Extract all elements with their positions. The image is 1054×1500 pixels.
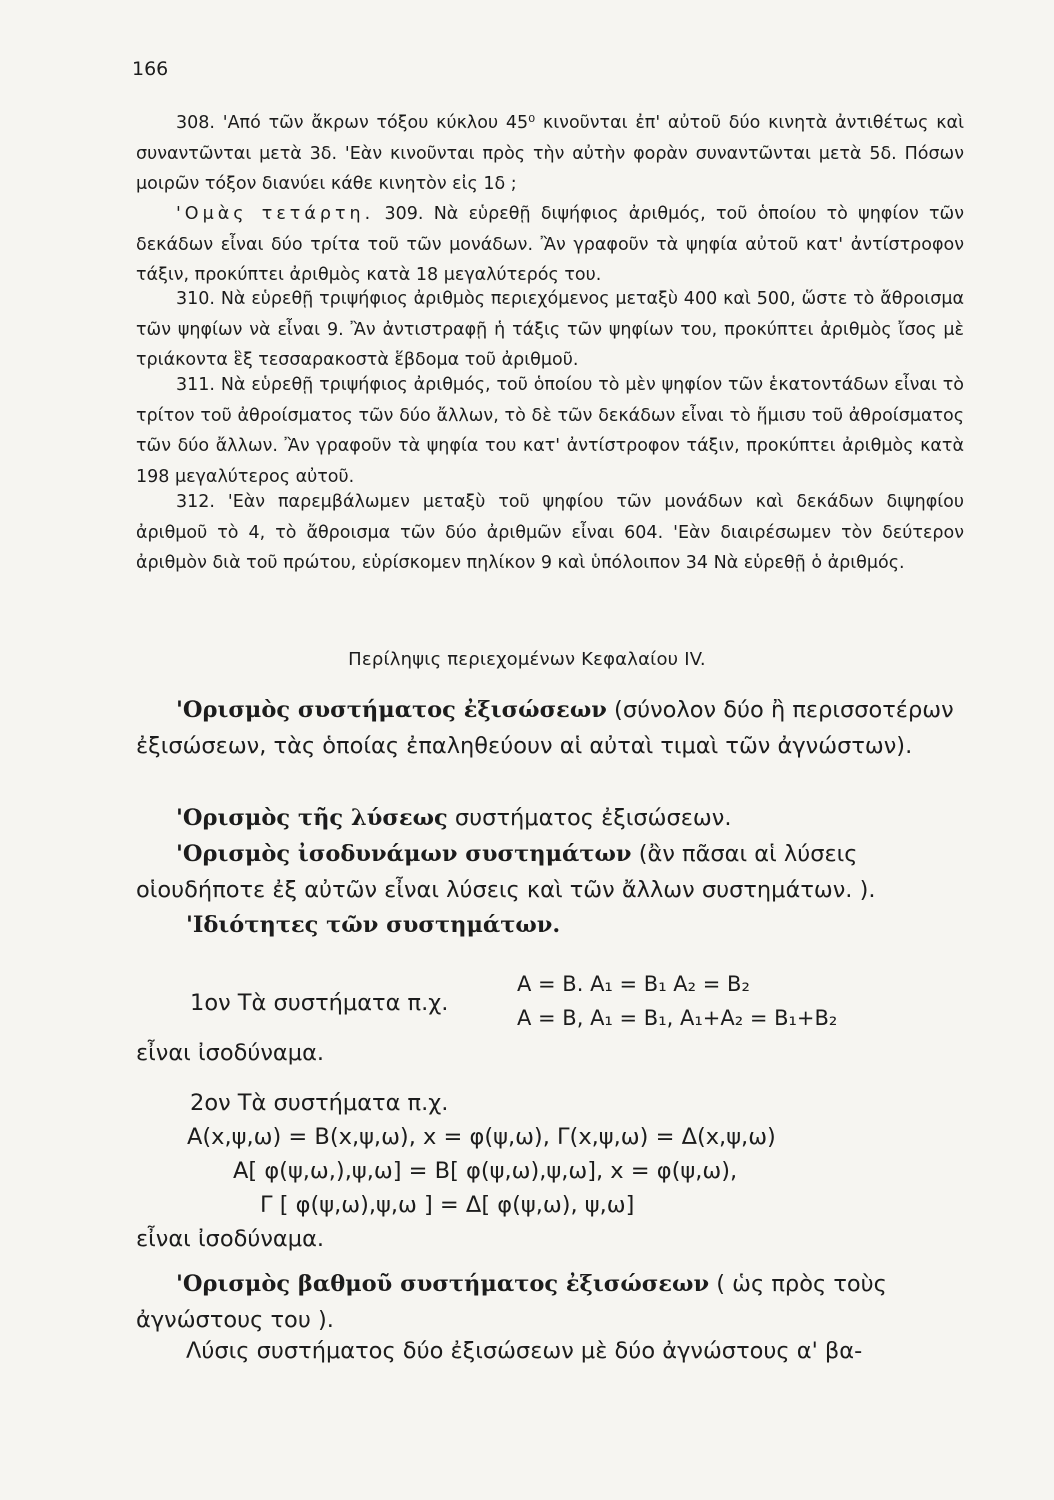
- problem-311: 311. Νὰ εὑρεθῇ τριψήφιος ἀριθμός, τοῦ ὁποίου τὸ μὲν ψηφίον τῶν ἑκατοντάδων εἶναι τὸ τρίτον τοῦ ἀθροίσματος τῶν δύο ἄλλων, τὸ δὲ τῶν δεκάδων εἶναι τὸ ἥμισυ τοῦ ἀθροίσματος τῶν δύο ἄλλων. Ἂν γραφοῦν τὰ ψηφία του κατ' ἀντίστροφον τάξιν, προκύπτει ἀριθμὸς κατὰ 198 μεγαλύτερος αὐτοῦ.: [136, 375, 964, 487]
- problem-312: 312. 'Εὰν παρεμβάλωμεν μεταξὺ τοῦ ψηφίου τῶν μονάδων καὶ δεκάδων διψηφίου ἀριθμοῦ τὸ 4, τὸ ἄθροισμα τῶν δύο ἀριθμῶν εἶναι 604. 'Εὰν διαιρέσωμεν τὸν δεύτερον ἀριθμὸν διὰ τοῦ πρώτου, εὑρίσκομεν πηλίκον 9 καὶ ὑπόλοιπον 34 Νὰ εὑρεθῇ ὁ ἀριθμός.: [136, 492, 964, 573]
- summary-heading: Περίληψις περιεχομένων Κεφαλαίου IV.: [348, 649, 706, 670]
- example-2-conclusion: εἶναι ἰσοδύναμα.: [136, 1226, 325, 1252]
- definition-equivalent-title: 'Ορισμὸς ἰσοδυνάμων συστημάτων: [176, 841, 632, 867]
- problem-309-block: [136, 199, 964, 291]
- last-line: Λύσις συστήματος δύο ἐξισώσεων μὲ δύο ἀγνώστους α' βα-: [186, 1338, 863, 1364]
- definition-solution: [136, 800, 964, 836]
- definition-equivalent-text: (ἂν πᾶσαι αἱ λύσεις οἱουδήποτε ἐξ αὐτῶν εἶναι λύσεις καὶ τῶν ἄλλων συστημάτων. ).: [136, 841, 876, 903]
- group-label: 'Ομὰς τετάρτη.: [176, 204, 375, 224]
- properties-heading: 'Ιδιότητες τῶν συστημάτων.: [186, 912, 561, 938]
- example-1-label: 1ον Τὰ συστήματα π.χ.: [190, 990, 449, 1016]
- example-1-row-1: A = B. A₁ = B₁ A₂ = B₂: [517, 972, 750, 996]
- definition-degree-title: 'Ορισμὸς βαθμοῦ συστήματος ἐξισώσεων: [176, 1271, 710, 1297]
- problem-310: 310. Νὰ εὑρεθῇ τριψήφιος ἀριθμὸς περιεχόμενος μεταξὺ 400 καὶ 500, ὥστε τὸ ἄθροισμα τῶν ψηφίων νὰ εἶναι 9. Ἂν ἀντιστραφῇ ἡ τάξις τῶν ψηφίων του, προκύπτει ἀριθμὸς ἴσος μὲ τριάκοντα ἓξ τεσσαρακοστὰ ἕβδομα τοῦ ἀριθμοῦ.: [136, 289, 964, 370]
- example-2-line-2: A[ φ(ψ,ω,),ψ,ω] = B[ φ(ψ,ω),ψ,ω], x = φ(ψ,ω),: [233, 1158, 738, 1184]
- definition-degree-text: ( ὡς πρὸς τοὺς ἀγνώστους του ).: [136, 1271, 887, 1333]
- example-2-line-1: A(x,ψ,ω) = B(x,ψ,ω), x = φ(ψ,ω), Γ(x,ψ,ω) = Δ(x,ψ,ω): [187, 1124, 776, 1150]
- definition-system-text: (σύνολον δύο ἢ περισσοτέρων ἐξισώσεων, τὰς ὁποίας ἐπαληθεύουν αἱ αὐταὶ τιμαὶ τῶν ἀγνώστων).: [136, 697, 954, 759]
- definition-system: [136, 692, 964, 764]
- definition-solution-text: συστήματος ἐξισώσεων.: [447, 805, 732, 831]
- example-2-line-3: Γ [ φ(ψ,ω),ψ,ω ] = Δ[ φ(ψ,ω), ψ,ω]: [260, 1192, 635, 1218]
- example-1-row-2: A = B, A₁ = B₁, A₁+A₂ = B₁+B₂: [517, 1006, 838, 1030]
- example-1-conclusion: εἶναι ἰσοδύναμα.: [136, 1040, 325, 1066]
- definition-equivalent: [136, 836, 964, 908]
- problem-308: 308. 'Από τῶν ἄκρων τόξου κύκλου 45⁰ κινοῦνται ἐπ' αὐτοῦ δύο κινητὰ ἀντιθέτως καὶ συναντῶνται μετὰ 3δ. 'Εὰν κινοῦνται πρὸς τὴν αὐτὴν φορὰν συναντῶνται μετὰ 5δ. Πόσων μοιρῶν τόξον διανύει κάθε κινητὸν εἰς 1δ ;: [136, 113, 964, 194]
- page-number: 166: [132, 58, 169, 80]
- definition-solution-title: 'Ορισμὸς τῆς λύσεως: [176, 805, 448, 831]
- example-2-label: 2ον Τὰ συστήματα π.χ.: [190, 1090, 449, 1116]
- definition-degree: [136, 1266, 964, 1338]
- definition-system-title: 'Ορισμὸς συστήματος ἐξισώσεων: [176, 697, 607, 723]
- problem-309: 309. Νὰ εὑρεθῇ διψήφιος ἀριθμός, τοῦ ὁποίου τὸ ψηφίον τῶν δεκάδων εἶναι δύο τρίτα τοῦ τῶν μονάδων. Ἂν γραφοῦν τὰ ψηφία αὐτοῦ κατ' ἀντίστροφον τάξιν, προκύπτει ἀριθμὸς κατὰ 18 μεγαλύτερός του.: [136, 204, 964, 285]
